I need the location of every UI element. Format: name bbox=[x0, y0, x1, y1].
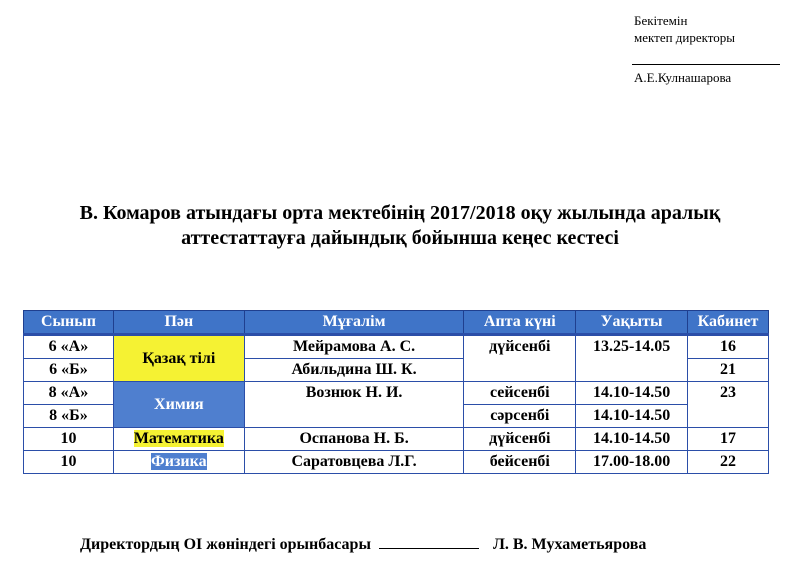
cell-teacher: Вознюк Н. И. bbox=[244, 382, 464, 428]
signature-blank bbox=[379, 534, 479, 549]
subject-label: Қазақ тілі bbox=[142, 349, 216, 367]
signature-line bbox=[632, 52, 780, 65]
table-header-row bbox=[24, 311, 769, 335]
cell-room: 21 bbox=[688, 359, 769, 382]
cell-room: 16 bbox=[688, 335, 769, 359]
subject-label: Физика bbox=[151, 453, 207, 470]
column-header-time: Уақыты bbox=[576, 311, 688, 335]
subject-label: Математика bbox=[133, 430, 224, 447]
cell-subject bbox=[113, 382, 244, 428]
cell-day: бейсенбі bbox=[464, 451, 576, 474]
column-header-day: Апта күні bbox=[464, 311, 576, 335]
title-line-1: В. Комаров атындағы орта мектебінің 2017/2018 оқу жылында аралық bbox=[79, 202, 721, 224]
cell-day: сәрсенбі bbox=[464, 405, 576, 428]
cell-teacher: Оспанова Н. Б. bbox=[244, 428, 464, 451]
cell-teacher: Мейрамова А. С. bbox=[244, 335, 464, 359]
deputy-position: Директордың ОІ жөніндегі орынбасары bbox=[80, 536, 371, 553]
approver-name: А.Е.Кулнашарова bbox=[634, 70, 732, 85]
deputy-name: Л. В. Мухаметьярова bbox=[492, 536, 647, 553]
cell-time: 14.10-14.50 bbox=[576, 428, 688, 451]
cell-day: дүйсенбі bbox=[464, 335, 576, 382]
document-title bbox=[0, 201, 800, 251]
approval-position: мектеп директоры bbox=[634, 30, 736, 45]
cell-room: 22 bbox=[688, 451, 769, 474]
table-row bbox=[24, 428, 769, 451]
cell-class: 8 «Б» bbox=[24, 405, 114, 428]
cell-class: 8 «А» bbox=[24, 382, 114, 405]
column-header-teacher: Мұғалім bbox=[244, 311, 464, 335]
schedule-table bbox=[23, 310, 769, 474]
approval-label: Бекітемін bbox=[634, 13, 688, 28]
cell-subject bbox=[113, 451, 244, 474]
subject-label: Химия bbox=[154, 395, 204, 413]
column-header-class: Сынып bbox=[24, 311, 114, 335]
table-row bbox=[24, 382, 769, 405]
cell-class: 10 bbox=[24, 451, 114, 474]
table-row bbox=[24, 335, 769, 359]
cell-class: 6 «Б» bbox=[24, 359, 114, 382]
approval-block bbox=[634, 12, 784, 86]
cell-time: 14.10-14.50 bbox=[576, 405, 688, 428]
cell-subject bbox=[113, 428, 244, 451]
cell-time: 17.00-18.00 bbox=[576, 451, 688, 474]
cell-subject bbox=[113, 335, 244, 382]
cell-teacher: Абильдина Ш. К. bbox=[244, 359, 464, 382]
cell-day: сейсенбі bbox=[464, 382, 576, 405]
cell-room: 17 bbox=[688, 428, 769, 451]
cell-day: дүйсенбі bbox=[464, 428, 576, 451]
column-header-subject: Пән bbox=[113, 311, 244, 335]
signature-footer bbox=[80, 534, 780, 554]
title-line-2: аттестаттауға дайындық бойынша кеңес кестесі bbox=[181, 227, 619, 249]
table-row bbox=[24, 451, 769, 474]
cell-class: 10 bbox=[24, 428, 114, 451]
cell-class: 6 «А» bbox=[24, 335, 114, 359]
cell-time: 13.25-14.05 bbox=[576, 335, 688, 382]
column-header-room: Кабинет bbox=[688, 311, 769, 335]
cell-room: 23 bbox=[688, 382, 769, 428]
cell-teacher: Саратовцева Л.Г. bbox=[244, 451, 464, 474]
cell-time: 14.10-14.50 bbox=[576, 382, 688, 405]
